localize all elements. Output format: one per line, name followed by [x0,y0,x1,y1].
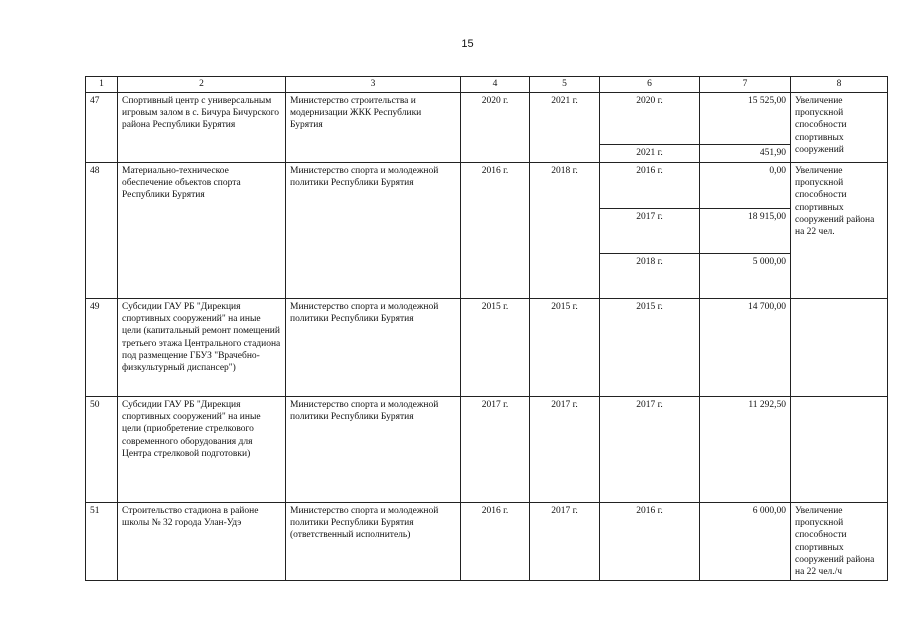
row-end-year: 2018 г. [530,163,600,299]
table-row [86,163,888,209]
row-sub-amount: 451,90 [700,145,791,163]
row-result: Увеличение пропускной способности спортивных сооружений района на 22 чел. [791,163,888,299]
row-sub-year: 2016 г. [600,163,700,209]
row-sub-amount: 6 000,00 [700,503,791,581]
row-ministry: Министерство спорта и молодежной политики Республики Бурятия (ответственный исполнитель) [286,503,461,581]
row-sub-year: 2015 г. [600,299,700,397]
row-sub-year: 2016 г. [600,503,700,581]
table-row [86,397,888,503]
row-number: 47 [86,93,118,163]
row-sub-amount: 11 292,50 [700,397,791,503]
row-name: Спортивный центр с универсальным игровым залом в с. Бичура Бичурского района Республики Бурятия [118,93,286,163]
row-sub-amount: 5 000,00 [700,254,791,299]
column-header: 2 [118,77,286,93]
column-header: 4 [461,77,530,93]
row-ministry: Министерство спорта и молодежной политики Республики Бурятия [286,299,461,397]
row-end-year: 2015 г. [530,299,600,397]
row-sub-amount: 14 700,00 [700,299,791,397]
row-sub-year: 2017 г. [600,397,700,503]
column-header: 8 [791,77,888,93]
program-table [85,76,888,581]
row-ministry: Министерство спорта и молодежной политики Республики Бурятия [286,163,461,299]
row-sub-amount: 18 915,00 [700,209,791,254]
row-name: Материально-техническое обеспечение объектов спорта Республики Бурятия [118,163,286,299]
row-result: Увеличение пропускной способности спортивных сооружений [791,93,888,163]
row-sub-amount: 0,00 [700,163,791,209]
row-result [791,299,888,397]
column-header: 6 [600,77,700,93]
row-start-year: 2016 г. [461,503,530,581]
row-end-year: 2021 г. [530,93,600,163]
row-sub-year: 2020 г. [600,93,700,145]
table-header-row [86,77,888,93]
row-start-year: 2015 г. [461,299,530,397]
row-number: 50 [86,397,118,503]
row-number: 49 [86,299,118,397]
row-name: Субсидии ГАУ РБ "Дирекция спортивных сооружений" на иные цели (капитальный ремонт помещений третьего этажа Центрального стадиона под размещение ГБУЗ "Врачебно-физкультурный диспансер") [118,299,286,397]
row-end-year: 2017 г. [530,397,600,503]
row-sub-amount: 15 525,00 [700,93,791,145]
table-row [86,503,888,581]
row-sub-year: 2017 г. [600,209,700,254]
row-end-year: 2017 г. [530,503,600,581]
row-start-year: 2017 г. [461,397,530,503]
column-header: 5 [530,77,600,93]
row-ministry: Министерство строительства и модернизации ЖКК Республики Бурятия [286,93,461,163]
row-sub-year: 2018 г. [600,254,700,299]
row-result: Увеличение пропускной способности спортивных сооружений района на 22 чел./ч [791,503,888,581]
table-row [86,93,888,145]
column-header: 1 [86,77,118,93]
row-ministry: Министерство спорта и молодежной политики Республики Бурятия [286,397,461,503]
page-number: 15 [461,38,474,50]
column-header: 3 [286,77,461,93]
row-result [791,397,888,503]
row-start-year: 2020 г. [461,93,530,163]
column-header: 7 [700,77,791,93]
row-start-year: 2016 г. [461,163,530,299]
row-number: 51 [86,503,118,581]
table-row [86,299,888,397]
row-name: Строительство стадиона в районе школы № 32 города Улан-Удэ [118,503,286,581]
row-name: Субсидии ГАУ РБ "Дирекция спортивных сооружений" на иные цели (приобретение стрелкового современного оборудования для Центра стрелковой подготовки) [118,397,286,503]
row-number: 48 [86,163,118,299]
row-sub-year: 2021 г. [600,145,700,163]
